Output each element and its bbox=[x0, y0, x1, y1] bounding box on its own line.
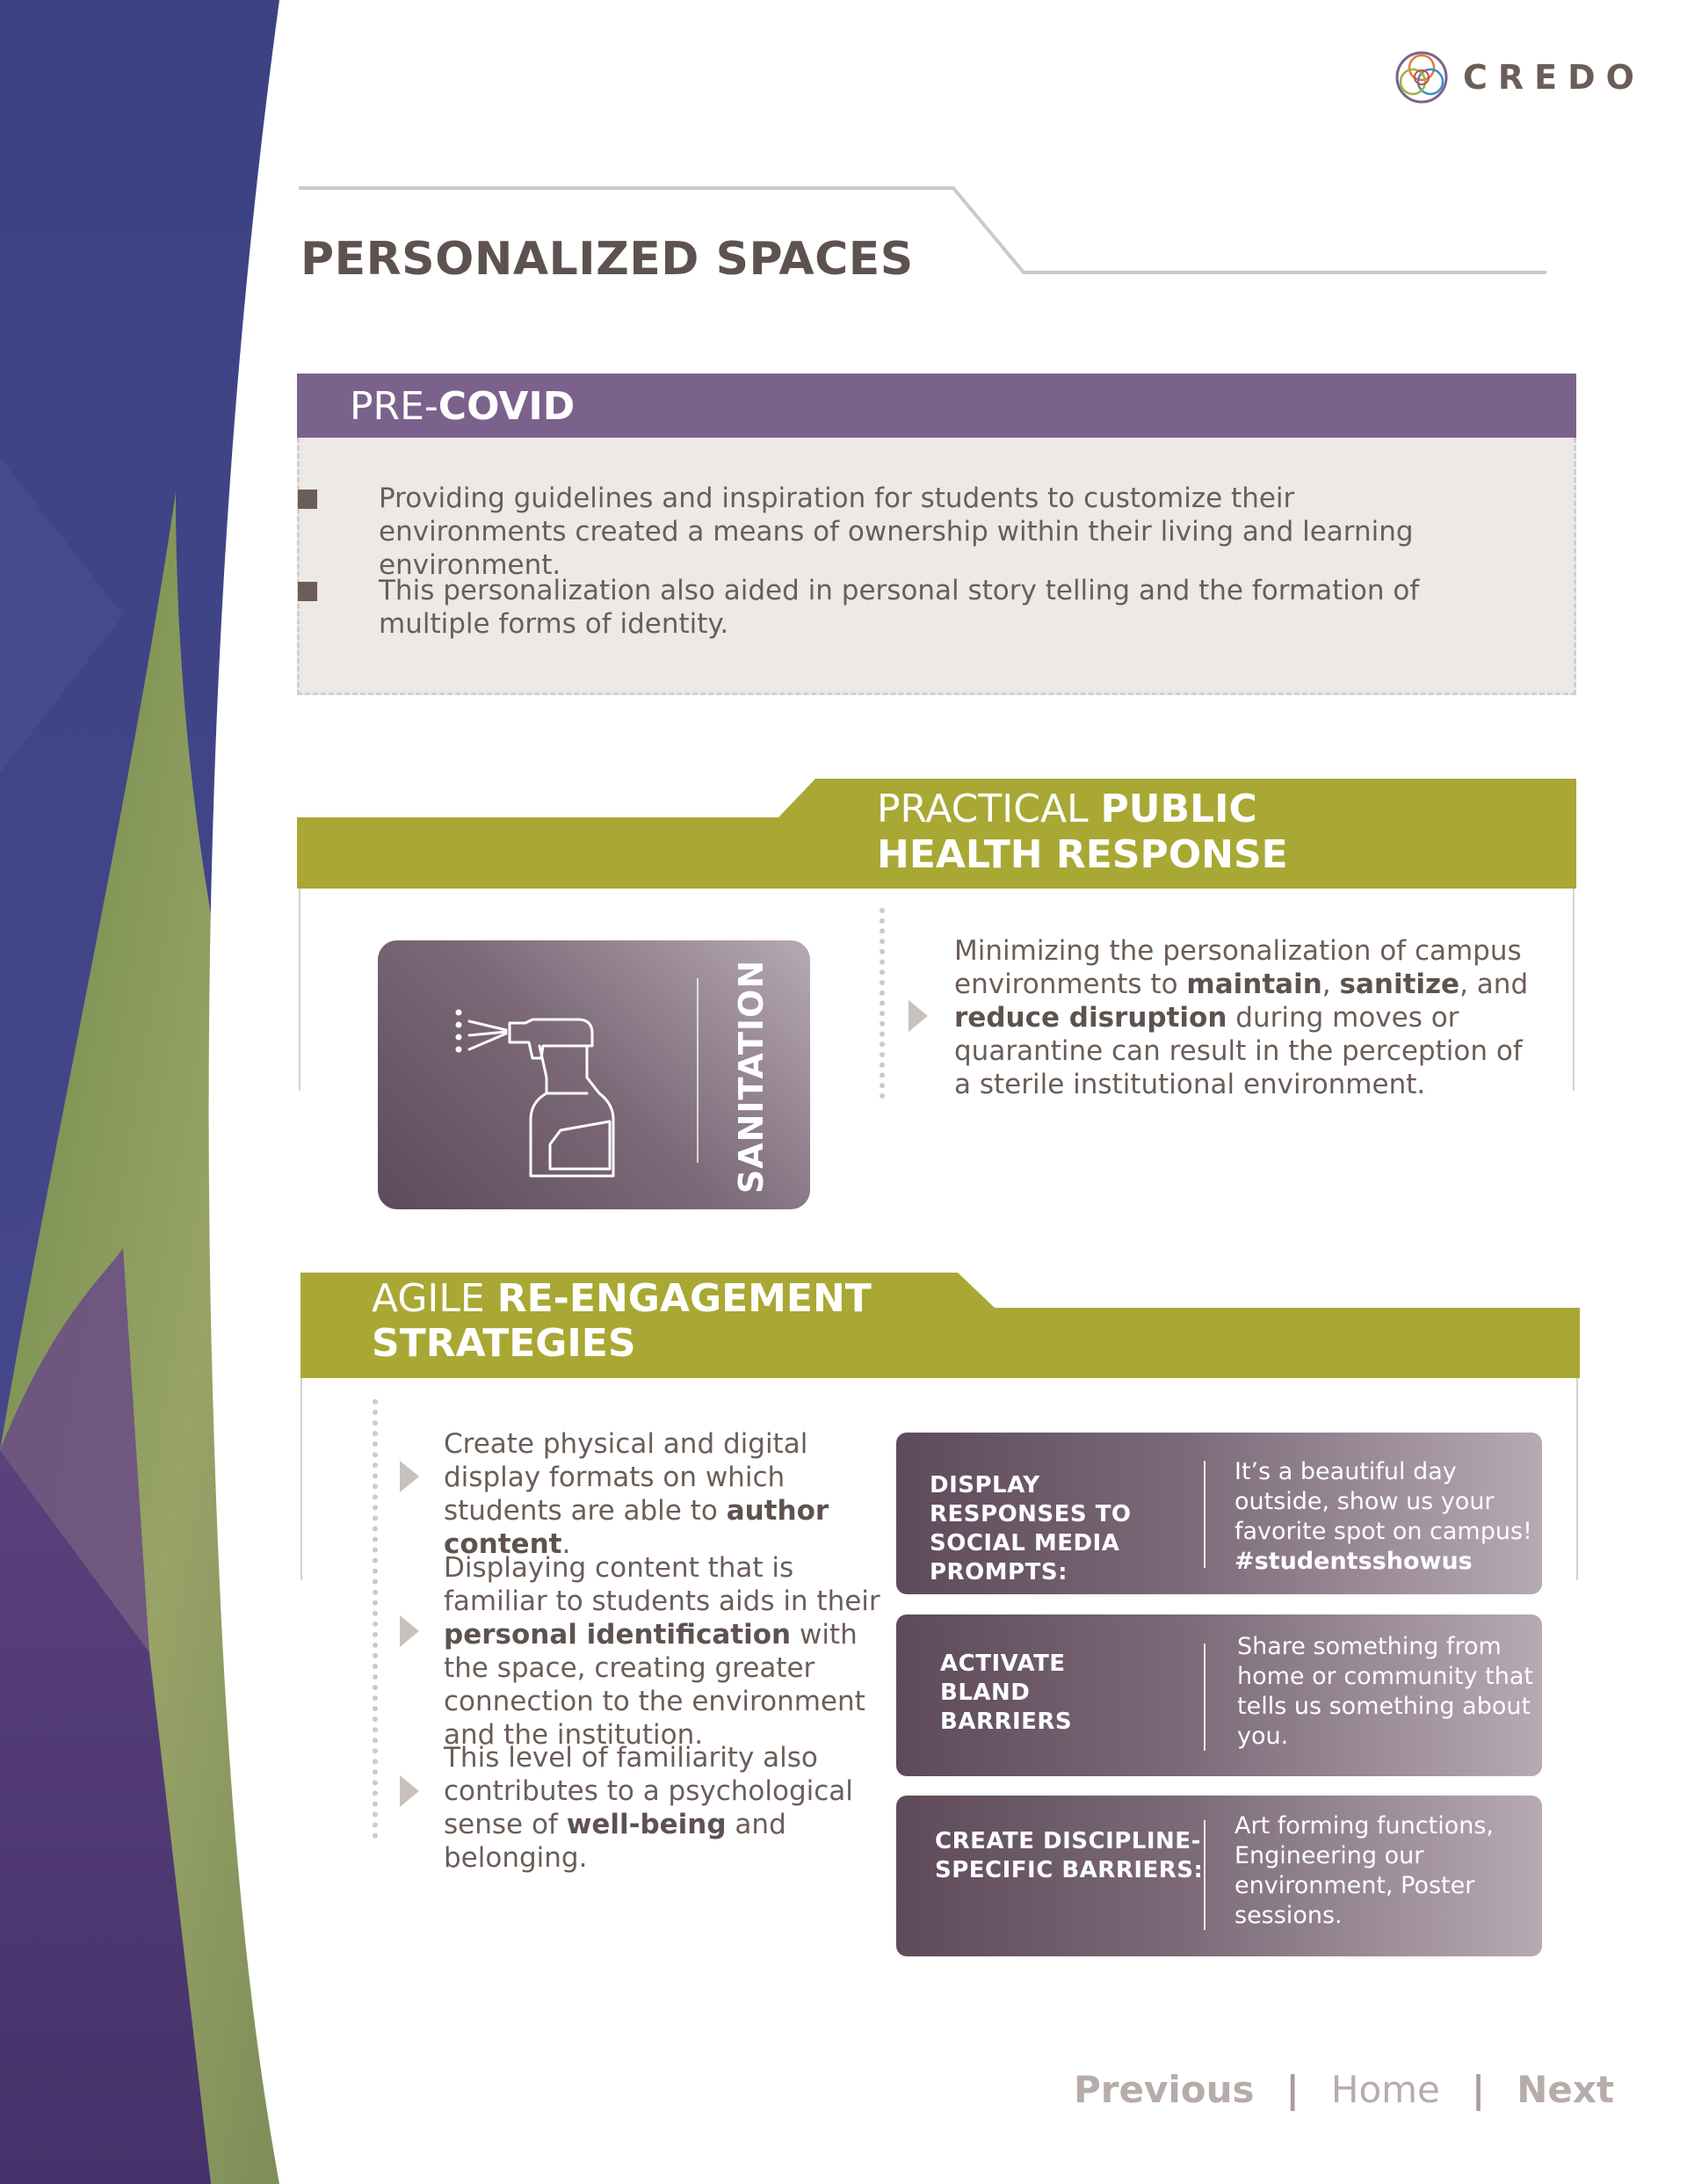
arrow-right-icon bbox=[400, 1775, 419, 1807]
strategy-point: Create physical and digital display formats on which students are able to author content. bbox=[444, 1428, 829, 1560]
card-divider bbox=[1204, 1820, 1206, 1930]
strategy-card-bland-barriers bbox=[896, 1614, 1542, 1776]
strategy-title: DISPLAY RESPONSES TO SOCIAL MEDIA PROMPTS: bbox=[930, 1472, 1132, 1585]
previous-link[interactable]: Previous bbox=[1074, 2068, 1255, 2111]
strategy-card-social-media bbox=[896, 1433, 1542, 1594]
sanitation-label: SANITATION bbox=[732, 959, 771, 1194]
decorative-side-panel bbox=[0, 0, 290, 2184]
strategy-description: Share something from home or community that tells us something about you. bbox=[1237, 1633, 1533, 1750]
strategy-point: This level of familiarity also contributes to a psychological sense of well-being and belonging. bbox=[444, 1742, 853, 1874]
footer-nav bbox=[1074, 2068, 1614, 2111]
strategy-title: ACTIVATE BLAND BARRIERS bbox=[940, 1651, 1073, 1735]
strategy-point: Displaying content that is familiar to students aids in their personal identification with the space, creating greater connection to the environment and the institution. bbox=[444, 1552, 880, 1751]
arrow-right-icon bbox=[400, 1461, 419, 1492]
spray-bottle-icon bbox=[455, 972, 622, 1183]
arrow-right-icon bbox=[909, 1000, 928, 1032]
list-item: Providing guidelines and inspiration for students to customize their environments created a means of ownership within their living and learning environment. bbox=[379, 482, 1486, 582]
hashtag: #studentsshowus bbox=[1234, 1548, 1473, 1575]
pre-covid-heading: PRE-COVID bbox=[350, 384, 576, 429]
dotted-guide bbox=[373, 1399, 378, 1839]
credo-mandala-icon bbox=[1393, 48, 1451, 106]
pre-covid-header bbox=[297, 374, 1576, 438]
next-link[interactable]: Next bbox=[1517, 2068, 1615, 2111]
strategy-title: CREATE DISCIPLINE-SPECIFIC BARRIERS: bbox=[935, 1828, 1204, 1883]
square-bullet-icon bbox=[298, 582, 317, 601]
home-link[interactable]: Home bbox=[1330, 2068, 1440, 2111]
credo-logo bbox=[1393, 48, 1645, 106]
card-divider bbox=[1204, 1461, 1206, 1568]
strategy-description: It’s a beautiful day outside, show us your favorite spot on campus! #studentsshowus bbox=[1234, 1458, 1532, 1575]
public-health-heading: PRACTICAL PUBLIC HEALTH RESPONSE bbox=[877, 787, 1288, 877]
reengagement-heading: AGILE RE-ENGAGEMENT STRATEGIES bbox=[372, 1276, 872, 1366]
nav-separator: | bbox=[1285, 2068, 1300, 2111]
page-title: PERSONALIZED SPACES bbox=[300, 233, 914, 286]
public-health-text: Minimizing the personalization of campus environments to maintain, sanitize, and reduce disruption during moves or quarantine can result in the perception of a sterile institutional environment. bbox=[954, 935, 1529, 1100]
sanitation-card bbox=[378, 940, 810, 1209]
arrow-right-icon bbox=[400, 1615, 419, 1647]
square-bullet-icon bbox=[298, 490, 317, 509]
nav-separator: | bbox=[1471, 2068, 1486, 2111]
strategy-card-discipline-barriers bbox=[896, 1796, 1542, 1956]
logo-wordmark: CREDO bbox=[1463, 58, 1645, 97]
card-divider bbox=[1204, 1643, 1206, 1751]
dotted-guide bbox=[880, 908, 885, 1099]
card-divider bbox=[697, 978, 699, 1163]
list-item: This personalization also aided in personal story telling and the formation of multiple forms of identity. bbox=[379, 574, 1486, 641]
pre-covid-content bbox=[297, 438, 1576, 695]
strategy-description: Art forming functions, Engineering our environment, Poster sessions. bbox=[1234, 1812, 1494, 1929]
